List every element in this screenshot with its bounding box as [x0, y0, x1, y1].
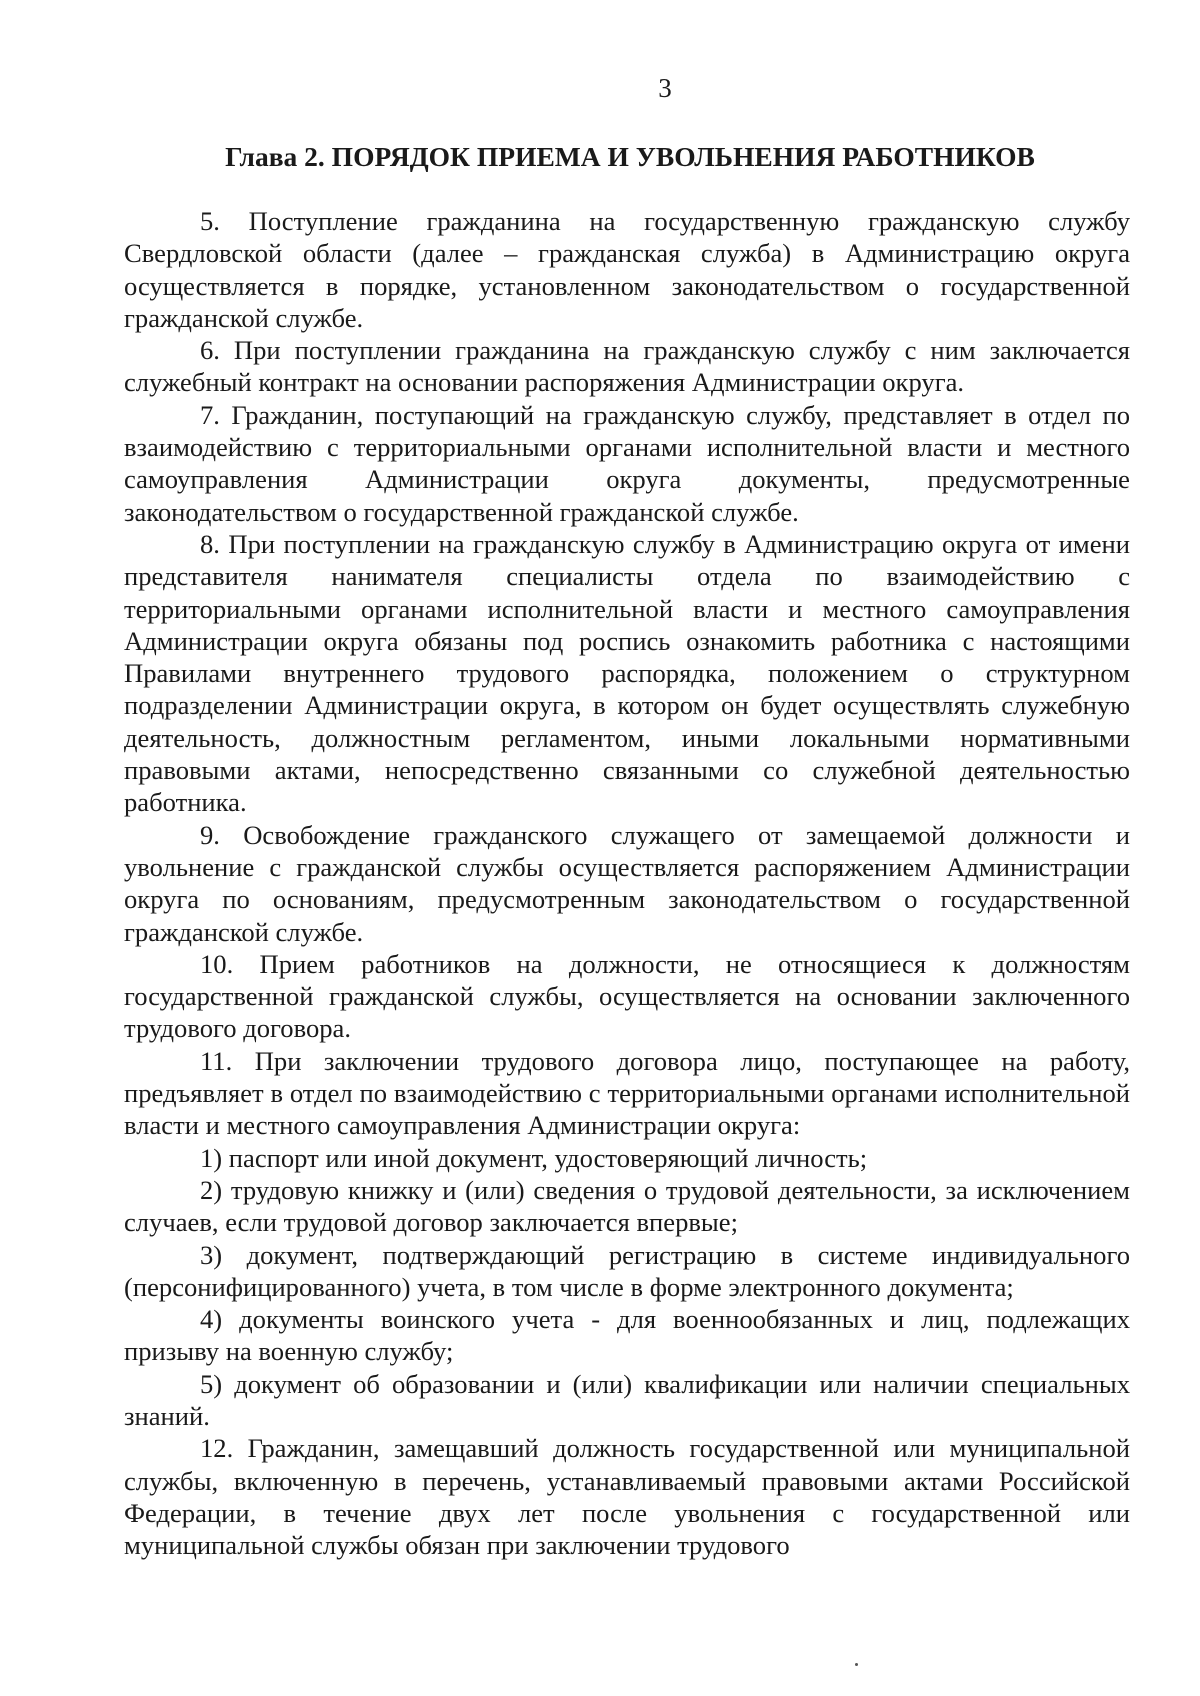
list-item-5: 5) документ об образовании и (или) квалификации или наличии специальных знаний.: [124, 1368, 1130, 1431]
paragraph-5: 5. Поступление гражданина на государственную гражданскую службу Свердловской области (далее – гражданская служба) в Администрацию округа осуществляется в порядке, установленном законодательством о государственной гражданской службе.: [124, 206, 1130, 333]
paragraph-7: 7. Гражданин, поступающий на гражданскую службу, представляет в отдел по взаимодействию с территориальными органами исполнительной власти и местного самоуправления Администрации округа документы, предусмотренные законодательством о государственной гражданской службе.: [124, 399, 1130, 527]
list-item-3: 3) документ, подтверждающий регистрацию в системе индивидуального (персонифицированного) учета, в том числе в форме электронного документа;: [124, 1239, 1130, 1302]
paragraph-8: 8. При поступлении на гражданскую службу в Администрацию округа от имени представителя нанимателя специалисты отдела по взаимодействию с территориальными органами исполнительной власти и местного самоуправления Администрации округа обязаны под роспись ознакомить работника с настоящими Правилами внутреннего трудового распорядка, положением о структурном подразделении Администрации округа, в котором он будет осуществлять служебную деятельность, должностным регламентом, иными локальными нормативными правовыми актами, непосредственно связанными со служебной деятельностью работника.: [124, 528, 1130, 818]
document-body: [124, 205, 1130, 1561]
list-item-4: 4) документы воинского учета - для военнообязанных и лиц, подлежащих призыву на военную службу;: [124, 1304, 1130, 1367]
paragraph-9: 9. Освобождение гражданского служащего от замещаемой должности и увольнение с гражданской службы осуществляется распоряжением Администрации округа по основаниям, предусмотренным законодательством о государственной гражданской службе.: [124, 819, 1130, 947]
paragraph-11: 11. При заключении трудового договора лицо, поступающее на работу, предъявляет в отдел по взаимодействию с территориальными органами исполнительной власти и местного самоуправления Администрации округа:: [124, 1045, 1130, 1141]
scan-dot-mark: [855, 1663, 858, 1666]
chapter-title: Глава 2. ПОРЯДОК ПРИЕМА И УВОЛЬНЕНИЯ РАБОТНИКОВ: [225, 141, 1035, 172]
page-number: 3: [658, 73, 672, 103]
paragraph-10: 10. Прием работников на должности, не относящиеся к должностям государственной гражданской службы, осуществляется на основании заключенного трудового договора.: [124, 948, 1130, 1044]
paragraph-6: 6. При поступлении гражданина на гражданскую службу с ним заключается служебный контракт на основании распоряжения Администрации округа.: [124, 335, 1130, 398]
list-item-2: 2) трудовую книжку и (или) сведения о трудовой деятельности, за исключением случаев, если трудовой договор заключается впервые;: [124, 1174, 1130, 1238]
paragraph-12: 12. Гражданин, замещавший должность государственной или муниципальной службы, включенную в перечень, устанавливаемый правовыми актами Российской Федерации, в течение двух лет после увольнения с государственной или муниципальной службы обязан при заключении трудового: [124, 1433, 1130, 1561]
list-item-1: 1) паспорт или иной документ, удостоверяющий личность;: [200, 1142, 868, 1173]
